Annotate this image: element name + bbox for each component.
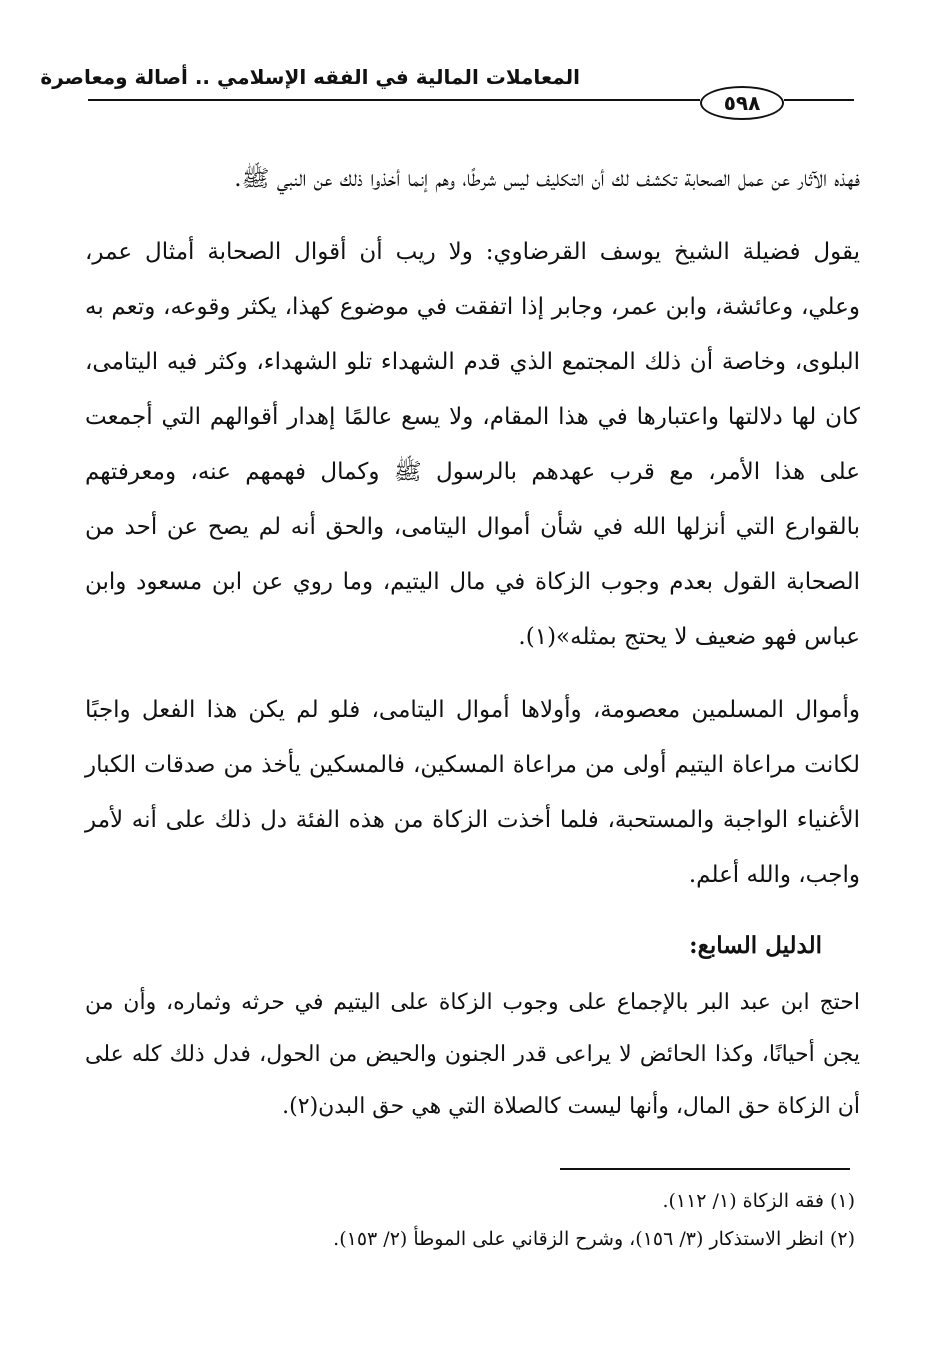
paragraph-4: احتج ابن عبد البر بالإجماع على وجوب الزكاة على اليتيم في حرثه وثماره، وأن من يجن أحيانًا، وكذا الحائض لا يراعى قدر الجنون والحيض من الحول، فدل ذلك كله على أن الزكاة حق المال، وأنها ليست كالصلاة التي هي حق البدن(٢). [85,990,860,1119]
running-header-title: المعاملات المالية في الفقه الإسلامي .. أصالة ومعاصرة [40,65,580,89]
footnote-2: (٢) انظر الاستذكار (٣/ ١٥٦)، وشرح الزقاني على الموطأ (٢/ ١٥٣). [333,1228,855,1250]
page-number-badge [700,86,784,120]
paragraph-1: فهذه الآثار عن عمل الصحابة تكشف لك أن التكليف ليس شرطًا، وهم إنما أخذوا ذلك عن النبي ﷺ. [234,166,860,192]
section-heading: الدليل السابع: [689,932,822,959]
footnote-rule [560,1168,850,1170]
header-rule-right [784,99,854,101]
page-number: ٥٩٨ [723,91,761,115]
footnote-1: (١) فقه الزكاة (١/ ١١٢). [662,1190,855,1212]
paragraph-3: وأموال المسلمين معصومة، وأولاها أموال اليتامى، فلو لم يكن هذا الفعل واجبًا لكانت مراعاة اليتيم أولى من مراعاة المسكين، فالمسكين يأخذ من صدقات الكبار الأغنياء الواجبة والمستحبة، فلما أخذت الزكاة من هذه الفئة دل ذلك على أنه لأمر واجب، والله أعلم. [85,697,860,888]
body-text [85,152,860,1151]
paragraph-2: يقول فضيلة الشيخ يوسف القرضاوي: ولا ريب أن أقوال الصحابة أمثال عمر، وعلي، وعائشة، وابن عمر، وجابر إذا اتفقت في موضوع كهذا، يكثر وقوعه، وتعم به البلوى، وخاصة أن ذلك المجتمع الذي قدم الشهداء تلو الشهداء، وكثر فيه اليتامى، كان لها دلالتها واعتبارها في هذا المقام، ولا يسع عالمًا إهدار أقوالهم التي أجمعت على هذا الأمر، مع قرب عهدهم بالرسول ﷺ وكمال فهمهم عنه، ومعرفتهم بالقوارع التي أنزلها الله في شأن أموال اليتامى، والحق أنه لم يصح عن أحد من الصحابة القول بعدم وجوب الزكاة في مال اليتيم، وما روي عن ابن مسعود وابن عباس فهو ضعيف لا يحتج بمثله»(١). [85,239,860,650]
footnotes [85,1182,855,1258]
header-rule [88,99,700,101]
